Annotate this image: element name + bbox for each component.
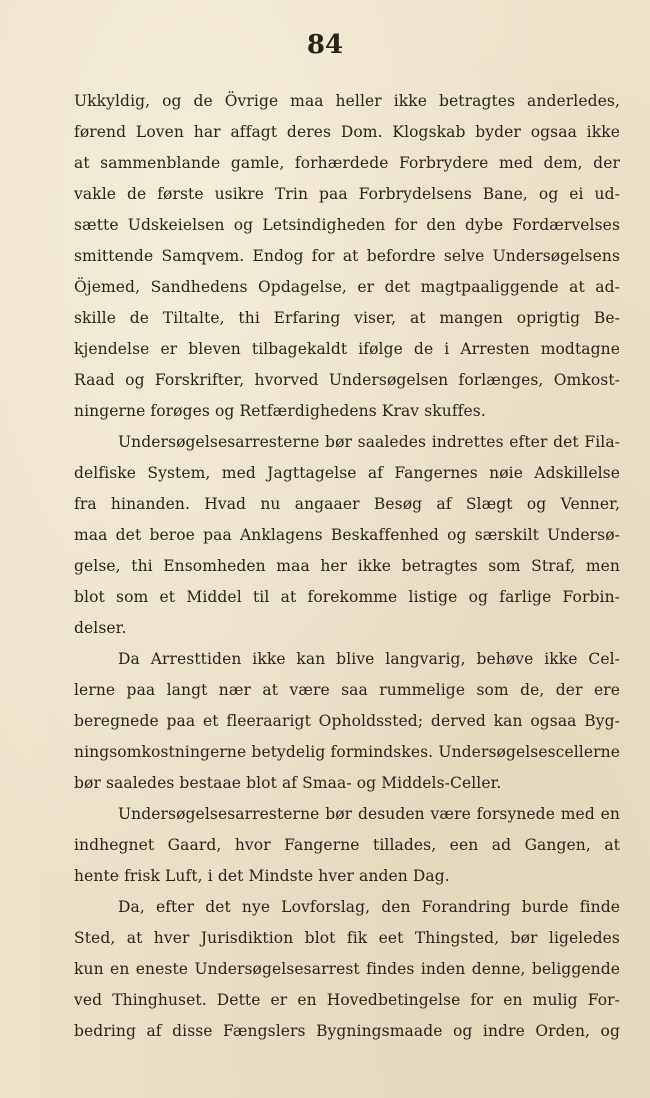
text-line-23: bør saaledes bestaae blot af Smaa- og Middels-Celler.	[74, 774, 502, 792]
text-line-22: ningsomkostningerne betydelig formindskes. Undersøgelsescellerne	[74, 743, 620, 761]
text-line-10: Raad og Forskrifter, hvorved Undersøgelsen forlænges, Omkost-	[74, 371, 620, 389]
text-line-8: skille de Tiltalte, thi Erfaring viser, at mangen oprigtig Be-	[74, 309, 620, 327]
text-line-30: ved Thinghuset. Dette er en Hovedbetingelse for en mulig For-	[74, 991, 620, 1009]
text-line-21: beregnede paa et fleeraarigt Opholdssted; derved kan ogsaa Byg-	[74, 712, 620, 730]
text-line-2: førend Loven har affagt deres Dom. Klogskab byder ogsaa ikke	[74, 123, 620, 141]
text-line-28: Sted, at hver Jurisdiktion blot fik eet Thingsted, bør ligeledes	[74, 929, 620, 947]
text-line-31: bedring af disse Fængslers Bygningsmaade og indre Orden, og	[74, 1022, 620, 1040]
text-line-17: blot som et Middel til at forekomme listige og farlige Forbin-	[74, 588, 620, 606]
text-line-1: Ukkyldig, og de Övrige maa heller ikke betragtes anderledes,	[74, 92, 620, 110]
page-number: 84	[306, 30, 344, 60]
text-line-26: hente frisk Luft, i det Mindste hver anden Dag.	[74, 867, 450, 885]
text-line-25: indhegnet Gaard, hvor Fangerne tillades, een ad Gangen, at	[74, 836, 620, 854]
text-line-20: lerne paa langt nær at være saa rummelige som de, der ere	[74, 681, 620, 699]
text-line-6: smittende Samqvem. Endog for at befordre selve Undersøgelsens	[74, 247, 620, 265]
text-line-12: Undersøgelsesarresterne bør saaledes indrettes efter det Fila-	[118, 433, 620, 451]
text-line-11: ningerne forøges og Retfærdighedens Krav skuffes.	[74, 402, 486, 420]
text-line-27: Da, efter det nye Lovforslag, den Forandring burde finde	[118, 898, 620, 916]
text-line-15: maa det beroe paa Anklagens Beskaffenhed og særskilt Undersø-	[74, 526, 620, 544]
text-line-16: gelse, thi Ensomheden maa her ikke betragtes som Straf, men	[74, 557, 620, 575]
text-line-3: at sammenblande gamle, forhærdede Forbrydere med dem, der	[74, 154, 620, 172]
text-line-14: fra hinanden. Hvad nu angaaer Besøg af Slægt og Venner,	[74, 495, 620, 513]
text-line-5: sætte Udskeielsen og Letsindigheden for den dybe Fordærvelses	[74, 216, 620, 234]
text-line-19: Da Arresttiden ikke kan blive langvarig, behøve ikke Cel-	[118, 650, 620, 668]
text-line-9: kjendelse er bleven tilbagekaldt ifølge de i Arresten modtagne	[74, 340, 620, 358]
body-text	[74, 86, 620, 1047]
text-line-7: Öjemed, Sandhedens Opdagelse, er det magtpaaliggende at ad-	[74, 278, 620, 296]
text-line-4: vakle de første usikre Trin paa Forbrydelsens Bane, og ei ud-	[74, 185, 620, 203]
text-line-29: kun en eneste Undersøgelsesarrest findes inden denne, beliggende	[74, 960, 620, 978]
text-line-24: Undersøgelsesarresterne bør desuden være forsynede med en	[118, 805, 620, 823]
text-line-18: delser.	[74, 619, 127, 637]
text-line-13: delfiske System, med Jagttagelse af Fangernes nøie Adskillelse	[74, 464, 620, 482]
